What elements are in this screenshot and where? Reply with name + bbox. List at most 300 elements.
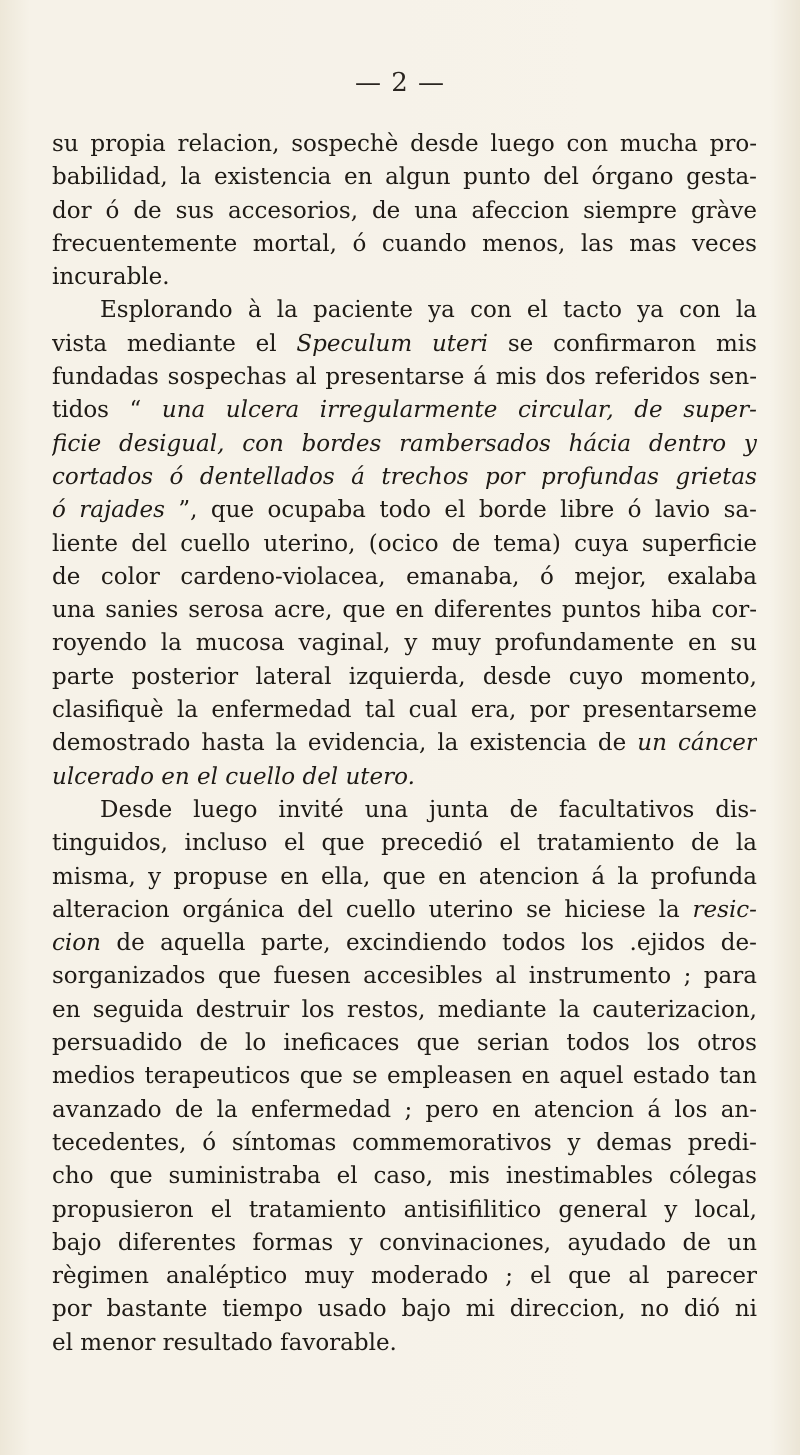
word: seguida (92, 996, 184, 1023)
text-line (52, 794, 757, 827)
word: á (473, 364, 487, 391)
text-line (52, 195, 757, 228)
word: color (100, 563, 160, 590)
word: el (444, 497, 466, 524)
text-line (52, 528, 757, 561)
word: usado (317, 1296, 387, 1323)
word: ocupaba (267, 497, 366, 524)
word: profunda (650, 863, 757, 890)
word: uterino, (263, 530, 356, 557)
text-line (52, 1227, 757, 1260)
word: la (216, 1096, 238, 1123)
text-line (52, 694, 757, 727)
word: hasta (201, 730, 265, 757)
word: liente (52, 530, 118, 557)
word: algun (385, 164, 451, 191)
word: se (507, 330, 534, 357)
word: mucosa (195, 630, 285, 657)
word: rambersados (399, 430, 551, 457)
word: ; (683, 963, 692, 990)
word: con (566, 131, 609, 157)
word: gesta- (686, 164, 757, 191)
word: veces (692, 230, 757, 257)
word: fuesen (273, 963, 351, 990)
word: los (301, 996, 335, 1023)
word: existencia (469, 730, 587, 757)
word: tratamiento (536, 830, 675, 857)
word: tiempo (222, 1296, 303, 1323)
text-line (52, 394, 757, 427)
word: cor- (711, 597, 757, 624)
word: evidencia, (307, 730, 427, 757)
word: caso, (373, 1163, 434, 1190)
word: tidos (52, 397, 109, 424)
word: al (295, 364, 317, 391)
word: ó (52, 497, 66, 524)
word: cuello (345, 896, 416, 923)
word: de (116, 930, 145, 957)
word: otros (697, 1030, 757, 1057)
word: facultativos (558, 796, 695, 823)
word: mediante (437, 996, 547, 1023)
text-line (52, 1260, 757, 1293)
word: que (568, 1263, 612, 1290)
word: uteri (431, 330, 489, 357)
word: los (581, 930, 615, 957)
word: y (148, 863, 162, 890)
word: mejor, (574, 563, 647, 590)
body-text (52, 128, 757, 1360)
word: demostrado (52, 730, 191, 757)
word: por (485, 463, 525, 490)
word: la (275, 730, 297, 757)
text-line (52, 461, 757, 494)
word: no (640, 1296, 670, 1323)
word: á (351, 463, 365, 490)
page-number: — 2 — (354, 68, 446, 98)
word: propuse (173, 863, 268, 890)
word: an- (720, 1096, 757, 1123)
text-line (52, 927, 757, 960)
word: sen- (708, 364, 757, 391)
word: ni (734, 1296, 757, 1323)
word: profundamente (494, 630, 675, 657)
word: y (567, 1129, 581, 1156)
word: luego (490, 131, 555, 157)
word: por (529, 697, 570, 724)
word: en (438, 863, 467, 890)
word: babilidad, (52, 164, 168, 191)
word: relacion, (177, 131, 280, 157)
word: muy (304, 1263, 354, 1290)
word: tal (364, 697, 396, 724)
word: que (210, 497, 255, 524)
word: siempre (583, 197, 677, 224)
word: cuello (180, 530, 251, 557)
word: existencia (214, 164, 332, 191)
word: favorable. (280, 1329, 397, 1356)
word: que (109, 1163, 153, 1190)
word: cion (52, 930, 101, 957)
word: la (180, 164, 202, 191)
word: era, (470, 697, 517, 724)
word: formas (252, 1229, 334, 1256)
word: sus (175, 197, 215, 224)
word: hiba (651, 597, 702, 624)
word: enfermedad (211, 697, 352, 724)
word: excindiendo (345, 930, 487, 957)
word: suministraba (168, 1163, 321, 1190)
text-line (52, 1194, 757, 1227)
word: el (526, 297, 548, 324)
word: medios (52, 1063, 136, 1090)
word: el (336, 1163, 358, 1190)
word: ó (352, 230, 367, 257)
word: sanies (105, 597, 179, 624)
word: referidos (594, 364, 701, 391)
word: del (302, 763, 346, 790)
word: clasifiquè (52, 697, 164, 724)
word: en (521, 1063, 550, 1090)
word: mucha (619, 131, 698, 157)
word: del (297, 896, 333, 923)
word: règimen (52, 1263, 149, 1290)
word: presentarseme (582, 697, 757, 724)
word: precedió (381, 830, 483, 857)
word: su (730, 630, 757, 657)
word: ; (505, 1263, 514, 1290)
word: dió (684, 1296, 720, 1323)
word: que (382, 863, 426, 890)
word: mis (448, 1163, 490, 1190)
word: diferentes (117, 1229, 237, 1256)
word: el (255, 330, 277, 357)
text-line (52, 1060, 757, 1093)
word: à (247, 297, 262, 324)
word: diferentes (433, 597, 552, 624)
word: empleasen (387, 1063, 513, 1090)
word: superficie (641, 530, 757, 557)
word: exalaba (667, 563, 757, 590)
word: con (242, 430, 284, 457)
word: punto (463, 164, 531, 191)
text-line (52, 428, 757, 461)
word: serian (476, 1030, 550, 1057)
word: posterior (131, 663, 239, 690)
word: ulcera (225, 397, 300, 424)
word: la (176, 697, 199, 724)
text-line (52, 761, 757, 794)
word: cauterizacion, (592, 996, 757, 1023)
word: aquel (559, 1063, 624, 1090)
word: commemorativos (352, 1129, 552, 1156)
word: el (499, 830, 521, 857)
word: una (364, 796, 409, 823)
word: tinguidos, (52, 830, 168, 857)
word: grietas (675, 463, 757, 490)
word: con (470, 297, 512, 324)
word: Esplorando (100, 297, 233, 324)
word: las (580, 230, 614, 257)
word: desigual, (119, 430, 225, 457)
word: ineficaces (283, 1030, 400, 1057)
word: mediante (126, 330, 236, 357)
text-line (52, 594, 757, 627)
word: frecuentemente (52, 230, 238, 257)
word: dis- (715, 796, 757, 823)
word: ya (637, 297, 664, 324)
text-line (52, 1293, 757, 1326)
word: super- (683, 397, 757, 424)
word: mortal, (252, 230, 337, 257)
word: acre, (273, 597, 333, 624)
word: en (344, 164, 373, 191)
text-line (52, 1160, 757, 1193)
word: emanaba, (406, 563, 520, 590)
word: el (197, 763, 226, 790)
word: para (703, 963, 757, 990)
word: la (617, 863, 639, 890)
word: de (199, 1030, 228, 1057)
word: atencion (478, 863, 580, 890)
word: circular, (517, 397, 614, 424)
word: “ (129, 397, 142, 424)
word: en (492, 1096, 521, 1123)
word: libre (560, 497, 615, 524)
word: ó (169, 463, 184, 490)
word: orgánica (182, 896, 285, 923)
word: inestimables (505, 1163, 654, 1190)
word: cual (408, 697, 458, 724)
word: menor (80, 1329, 163, 1356)
word: convinaciones, (379, 1229, 552, 1256)
word: alteracion (52, 896, 170, 923)
word: presentarse (325, 364, 465, 391)
word: royendo (52, 630, 147, 657)
text-line (52, 261, 757, 294)
word: el (210, 1196, 232, 1223)
word: vaginal, (298, 630, 391, 657)
word: hácia (568, 430, 632, 457)
word: de (52, 563, 81, 590)
word: de (133, 197, 162, 224)
text-line (52, 994, 757, 1027)
word: atencion (533, 1096, 635, 1123)
word: síntomas (231, 1129, 337, 1156)
word: tecedentes, (52, 1129, 187, 1156)
word: estado (632, 1063, 710, 1090)
word: en (280, 863, 309, 890)
word: enfermedad (251, 1096, 392, 1123)
word: ayudado (567, 1229, 667, 1256)
word: dos (545, 364, 586, 391)
word: misma, (52, 863, 136, 890)
word: el (52, 1329, 81, 1356)
word: lo (245, 1030, 267, 1057)
word: incluso (184, 830, 268, 857)
word: pro- (709, 131, 757, 157)
word: confirmaron (553, 330, 697, 357)
word: predi- (687, 1129, 757, 1156)
word: los (674, 1096, 708, 1123)
word: cuando (381, 230, 467, 257)
word: general (558, 1196, 648, 1223)
word: ; (404, 1096, 413, 1123)
word: mas (629, 230, 677, 257)
text-line (52, 661, 757, 694)
word: muy (431, 630, 481, 657)
word: bajo (401, 1296, 451, 1323)
word: que (217, 963, 262, 990)
word: lavio (654, 497, 711, 524)
word: tema) (493, 530, 561, 557)
word: la (558, 996, 581, 1023)
word: dentro (648, 430, 727, 457)
word: dentellados (199, 463, 335, 490)
word: cardeno-violacea, (180, 563, 386, 590)
word: persuadido (52, 1030, 183, 1057)
word: sorganizados (52, 963, 206, 990)
word: incurable. (52, 264, 170, 291)
word: mis (715, 330, 757, 357)
word: que (299, 1063, 343, 1090)
word: tan (719, 1063, 757, 1090)
word: (ocico (368, 530, 439, 557)
word: junta (428, 796, 489, 823)
word: puntos (561, 597, 642, 624)
text-line (52, 627, 757, 660)
word: hiciese (564, 896, 646, 923)
word: ya (428, 297, 455, 324)
word: ó (627, 497, 642, 524)
word: sospechas (167, 364, 287, 391)
word: Speculum (296, 330, 413, 357)
word: sospechè (291, 131, 399, 157)
word: momento, (640, 663, 757, 690)
text-line (52, 727, 757, 760)
word: lateral (255, 663, 332, 690)
word: accesorios, (227, 197, 359, 224)
word: del (131, 530, 167, 557)
word: invité (278, 796, 344, 823)
word: y (404, 630, 418, 657)
word: tratamiento (248, 1196, 387, 1223)
word: de- (720, 930, 757, 957)
word: cáncer (678, 730, 757, 757)
word: moderado (370, 1263, 489, 1290)
word: y (743, 430, 757, 457)
word: en (395, 597, 424, 624)
word: demas (596, 1129, 672, 1156)
word: serosa (188, 597, 265, 624)
word: mi (465, 1296, 495, 1323)
word: de (634, 397, 663, 424)
word: del (543, 164, 579, 191)
word: todos (502, 930, 566, 957)
word: menos, (482, 230, 566, 257)
word: pero (425, 1096, 479, 1123)
word: se (352, 1063, 378, 1090)
text-line (52, 361, 757, 394)
word: destruir (195, 996, 290, 1023)
word: instrumento (528, 963, 672, 990)
text-line (52, 328, 757, 361)
word: .ejidos (629, 930, 706, 957)
word: Desde (100, 796, 173, 823)
word: los (647, 1030, 681, 1057)
word: en (687, 630, 717, 657)
word: analéptico (165, 1263, 288, 1290)
text-line (52, 1027, 757, 1060)
text-line (52, 861, 757, 894)
text-line (52, 960, 757, 993)
word: bordes (301, 430, 382, 457)
word: ulcerado (52, 763, 162, 790)
word: por (52, 1296, 92, 1323)
word: de (174, 1096, 204, 1123)
word: la (160, 630, 182, 657)
word: todo (379, 497, 431, 524)
word: á (647, 1096, 662, 1123)
word: tacto (563, 297, 622, 324)
word: aquella (160, 930, 246, 957)
word: con (679, 297, 721, 324)
word: resultado (162, 1329, 281, 1356)
word: local, (694, 1196, 757, 1223)
word: izquierda, (348, 663, 466, 690)
word: cuello (225, 763, 303, 790)
word: desde (410, 131, 479, 157)
word: profundas (541, 463, 659, 490)
word: de (691, 830, 720, 857)
word: paciente (313, 297, 413, 324)
text-line (52, 161, 757, 194)
word: la (437, 730, 459, 757)
word: una (161, 397, 206, 424)
word: uterino (428, 896, 514, 923)
word: ella, (320, 863, 371, 890)
word: direccion, (509, 1296, 626, 1323)
text-line (52, 128, 757, 161)
word: una (414, 197, 458, 224)
text-line (52, 494, 757, 527)
text-line (52, 228, 757, 261)
word: cuyo (568, 663, 624, 690)
word: utero. (345, 763, 415, 790)
word: que (416, 1030, 460, 1057)
word: la (658, 896, 680, 923)
word: cuya (574, 530, 629, 557)
word: luego (193, 796, 258, 823)
word: ”, (178, 497, 198, 524)
word: de (451, 530, 481, 557)
word: órgano (591, 164, 674, 191)
word: desde (482, 663, 552, 690)
word: parte, (260, 930, 331, 957)
word: terapeuticos (144, 1063, 291, 1090)
word: y (664, 1196, 678, 1223)
word: el (530, 1263, 552, 1290)
word: y (349, 1229, 363, 1256)
word: en (161, 763, 197, 790)
word: accesibles (363, 963, 483, 990)
word: cólegas (669, 1163, 757, 1190)
word: cho (52, 1163, 94, 1190)
word: ó (540, 563, 554, 590)
word: en (52, 996, 81, 1023)
word: de (509, 796, 538, 823)
text-line (52, 827, 757, 860)
